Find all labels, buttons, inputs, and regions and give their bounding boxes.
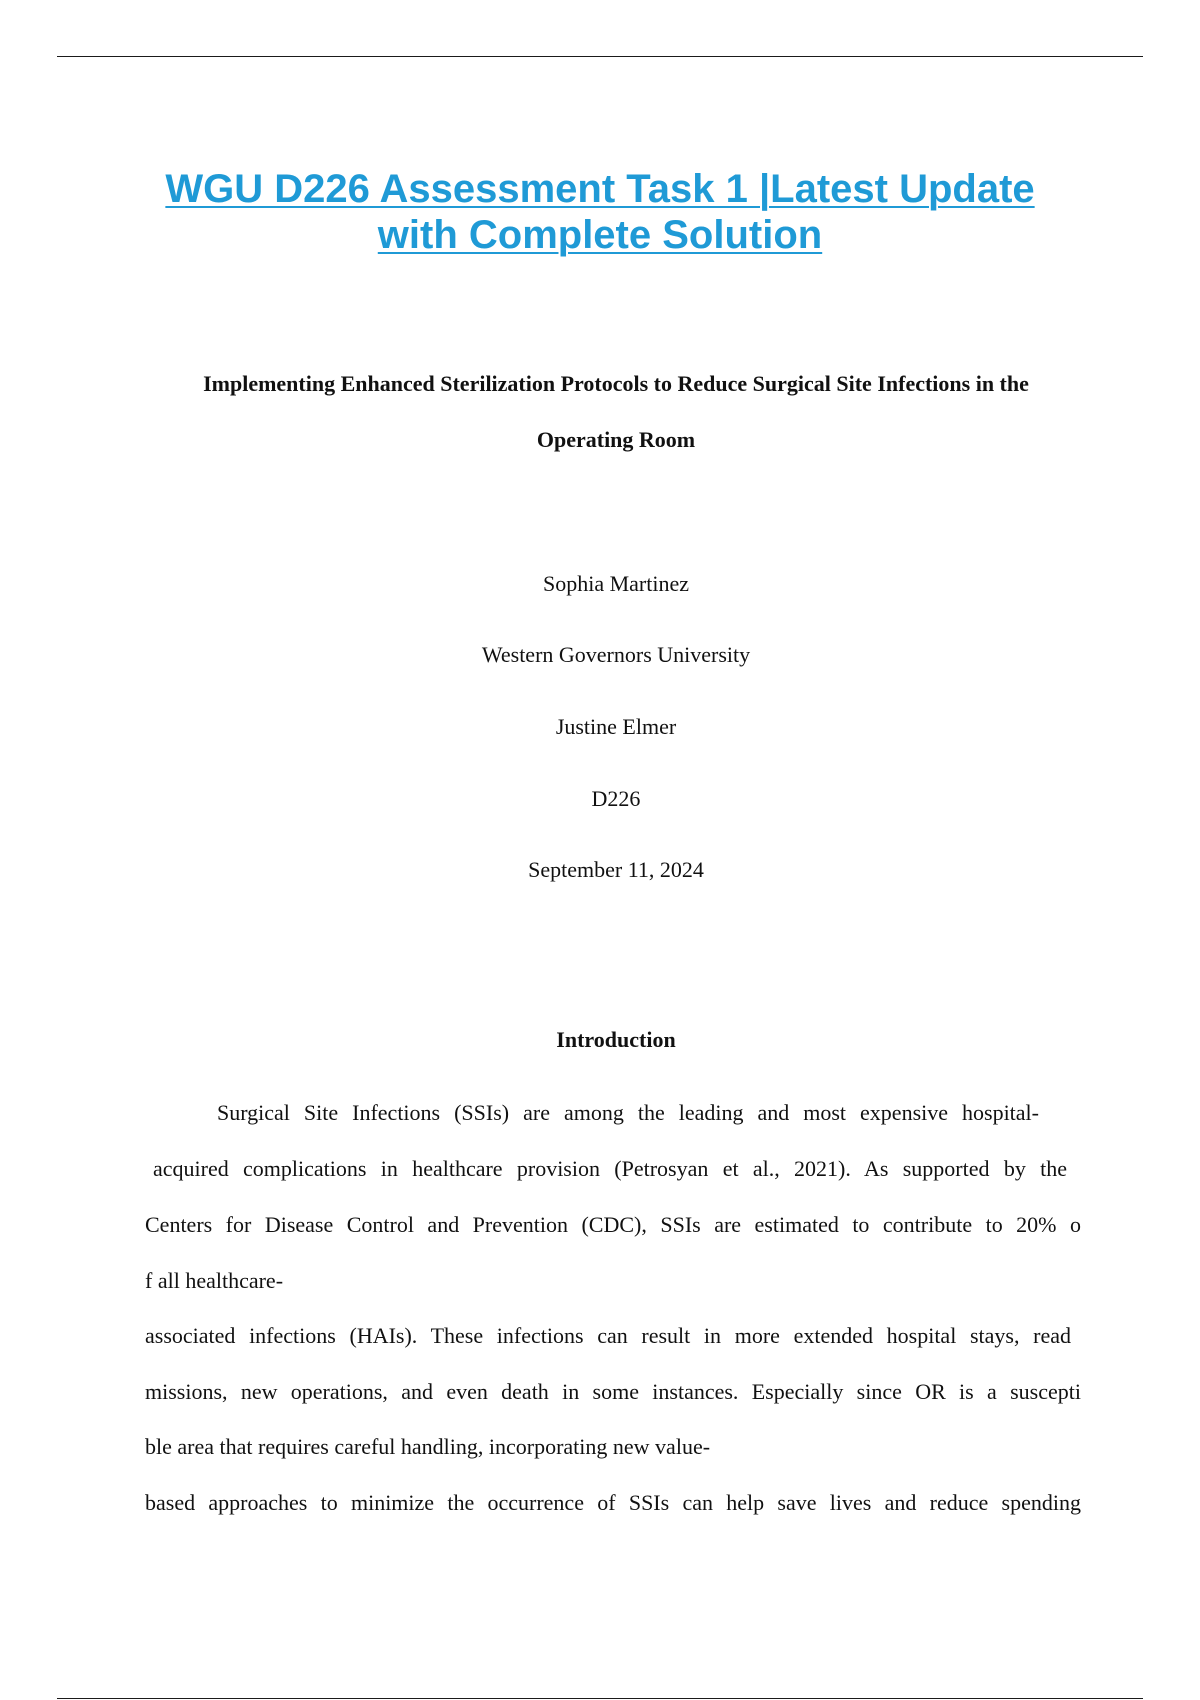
title-line-1[interactable]: WGU D226 Assessment Task 1 |Latest Update [165, 167, 1035, 211]
submission-date: September 11, 2024 [528, 857, 704, 882]
instructor-name: Justine Elmer [555, 714, 677, 739]
paper-title-line-2: Operating Room [536, 427, 696, 452]
intro-line-4: f all healthcare- [145, 1268, 284, 1293]
author-name: Sophia Martinez [542, 571, 690, 596]
intro-line-7: ble area that requires careful handling, incorporating new value- [145, 1434, 711, 1459]
intro-line-5: associated infections (HAIs). These infections can result in more extended hospital stays, read [145, 1323, 1071, 1348]
institution-name: Western Governors University [481, 642, 751, 667]
paper-title-line-1: Implementing Enhanced Sterilization Protocols to Reduce Surgical Site Infections in the [203, 371, 1029, 396]
intro-line-8: based approaches to minimize the occurrence of SSIs can help save lives and reduce spending [145, 1490, 1081, 1515]
course-code: D226 [591, 786, 641, 811]
intro-line-2: acquired complications in healthcare provision (Petrosyan et al., 2021). As supported by the [153, 1156, 1067, 1181]
document-title-link[interactable] [0, 166, 1200, 258]
title-line-2[interactable]: with Complete Solution [377, 213, 823, 257]
intro-line-6: missions, new operations, and even death in some instances. Especially since OR is a suscepti [145, 1379, 1081, 1404]
intro-line-3: Centers for Disease Control and Prevention (CDC), SSIs are estimated to contribute to 20% o [145, 1212, 1081, 1237]
introduction-heading: Introduction [556, 1027, 676, 1052]
intro-line-1: Surgical Site Infections (SSIs) are among the leading and most expensive hospital- [217, 1100, 1039, 1125]
bottom-rule [57, 1698, 1143, 1699]
top-rule [57, 56, 1143, 57]
